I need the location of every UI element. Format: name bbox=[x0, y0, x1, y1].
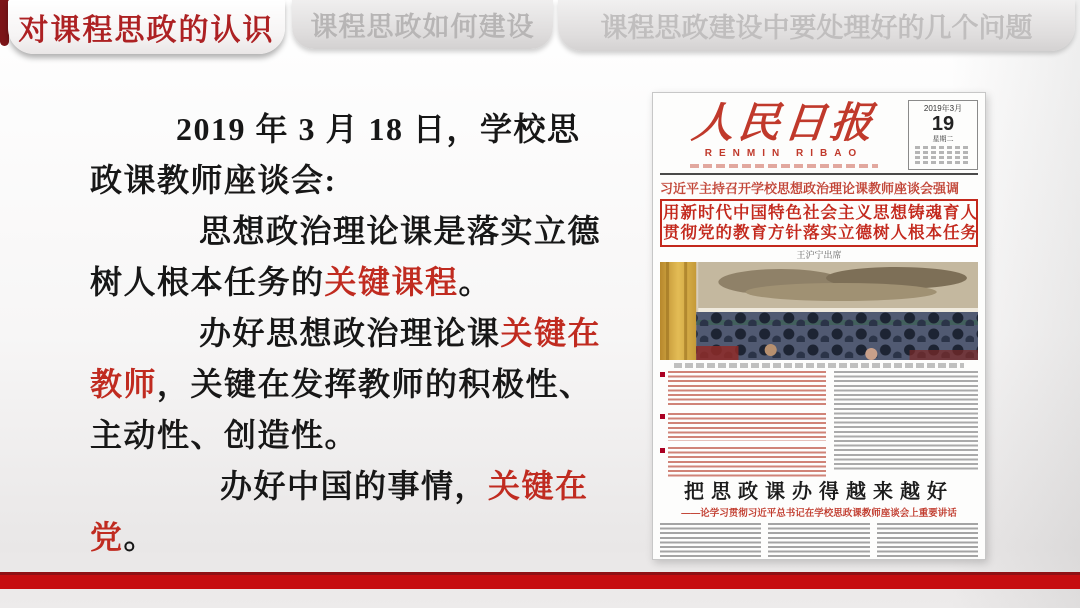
newspaper-date-box bbox=[908, 100, 978, 170]
paragraph-key-party bbox=[90, 461, 604, 563]
newspaper-right-column-decor bbox=[834, 371, 978, 471]
main-text bbox=[90, 104, 604, 563]
newspaper-columns bbox=[660, 371, 978, 471]
newspaper-left-column bbox=[660, 371, 826, 471]
newspaper-date-info-decor bbox=[915, 151, 971, 154]
newspaper-url-line-decor bbox=[690, 164, 878, 168]
text-segment: 办好中国的事情， bbox=[220, 468, 489, 504]
tab-label: 课程思政如何建设 bbox=[310, 12, 535, 42]
tab-issues-to-handle[interactable] bbox=[558, 0, 1075, 51]
text-segment: 。 bbox=[123, 519, 158, 555]
newspaper-masthead-row bbox=[660, 100, 978, 170]
text-column-decor bbox=[660, 523, 761, 560]
bullet-icon bbox=[660, 372, 665, 377]
text-segment: 。 bbox=[458, 264, 493, 300]
tab-how-to-build[interactable] bbox=[292, 0, 553, 49]
newspaper-date-weekday: 星期二 bbox=[932, 136, 954, 143]
newspaper-date-info-decor bbox=[915, 156, 971, 159]
tab-label: 课程思政建设中要处理好的几个问题 bbox=[600, 13, 1033, 43]
newspaper-date-day: 19 bbox=[931, 113, 955, 135]
paragraph-meeting-date bbox=[90, 104, 604, 206]
paragraph-key-course bbox=[90, 206, 604, 308]
text-segment-red: 关键课程 bbox=[324, 264, 459, 300]
newspaper-headline-line2: 贯彻党的教育方针落实立德树人根本任务 bbox=[663, 224, 978, 243]
newspaper-headline-box bbox=[660, 199, 978, 247]
text-segment-red: 关键在教师 bbox=[90, 315, 602, 402]
bullet-paragraph bbox=[660, 447, 826, 477]
bullet-icon bbox=[660, 448, 665, 453]
newspaper-date-info-decor bbox=[915, 146, 971, 149]
newspaper-title-block bbox=[660, 100, 908, 170]
photo-caption-decor bbox=[674, 363, 964, 368]
bullet-paragraph bbox=[660, 413, 826, 441]
paragraph-key-teachers bbox=[90, 308, 604, 461]
newspaper-date-month: 2019年3月 bbox=[923, 104, 963, 113]
newspaper-attendee-line: 王沪宁出席 bbox=[796, 250, 842, 261]
conference-photo bbox=[660, 262, 978, 360]
text-column-decor bbox=[768, 523, 869, 560]
bullet-icon bbox=[660, 414, 665, 419]
newspaper-clipping bbox=[652, 92, 986, 560]
bullet-paragraph bbox=[660, 371, 826, 407]
text-segment: 办好思想政治理论课 bbox=[199, 315, 501, 351]
newspaper-masthead: 人民日报 bbox=[689, 101, 879, 147]
newspaper-bottom-columns bbox=[660, 523, 978, 560]
red-text-lines-decor bbox=[668, 413, 826, 441]
newspaper-date-info-decor bbox=[915, 161, 971, 164]
newspaper-kicker: 习近平主持召开学校思想政治理论课教师座谈会强调 bbox=[660, 173, 978, 197]
tab-label: 对课程思政的认识 bbox=[18, 14, 275, 47]
text-segment: ，关键在发挥教师的积极性、主动性、创造性。 bbox=[90, 366, 593, 453]
red-text-lines-decor bbox=[668, 447, 826, 477]
text-segment: 思想政治理论课是落实立德树人根本任务的 bbox=[90, 213, 602, 300]
red-text-lines-decor bbox=[668, 371, 826, 407]
text-segment: 2019 年 3 月 18 日，学校思政课教师座谈会: bbox=[90, 111, 581, 198]
newspaper-headline-line1: 用新时代中国特色社会主义思想铸魂育人 bbox=[663, 204, 978, 222]
text-segment-red: 关键在党 bbox=[90, 468, 589, 555]
bottom-accent-bar bbox=[0, 572, 1080, 589]
text-column-decor bbox=[877, 523, 978, 560]
tab-understanding-curriculum-ideology[interactable] bbox=[8, 0, 285, 54]
newspaper-bottom-subtitle: ——论学习贯彻习近平总书记在学校思政课教师座谈会上重要讲话 bbox=[681, 508, 957, 520]
newspaper-masthead-latin: RENMIN RIBAO bbox=[704, 148, 864, 159]
newspaper-bottom-headline: 把思政课办得越来越好 bbox=[684, 481, 954, 504]
